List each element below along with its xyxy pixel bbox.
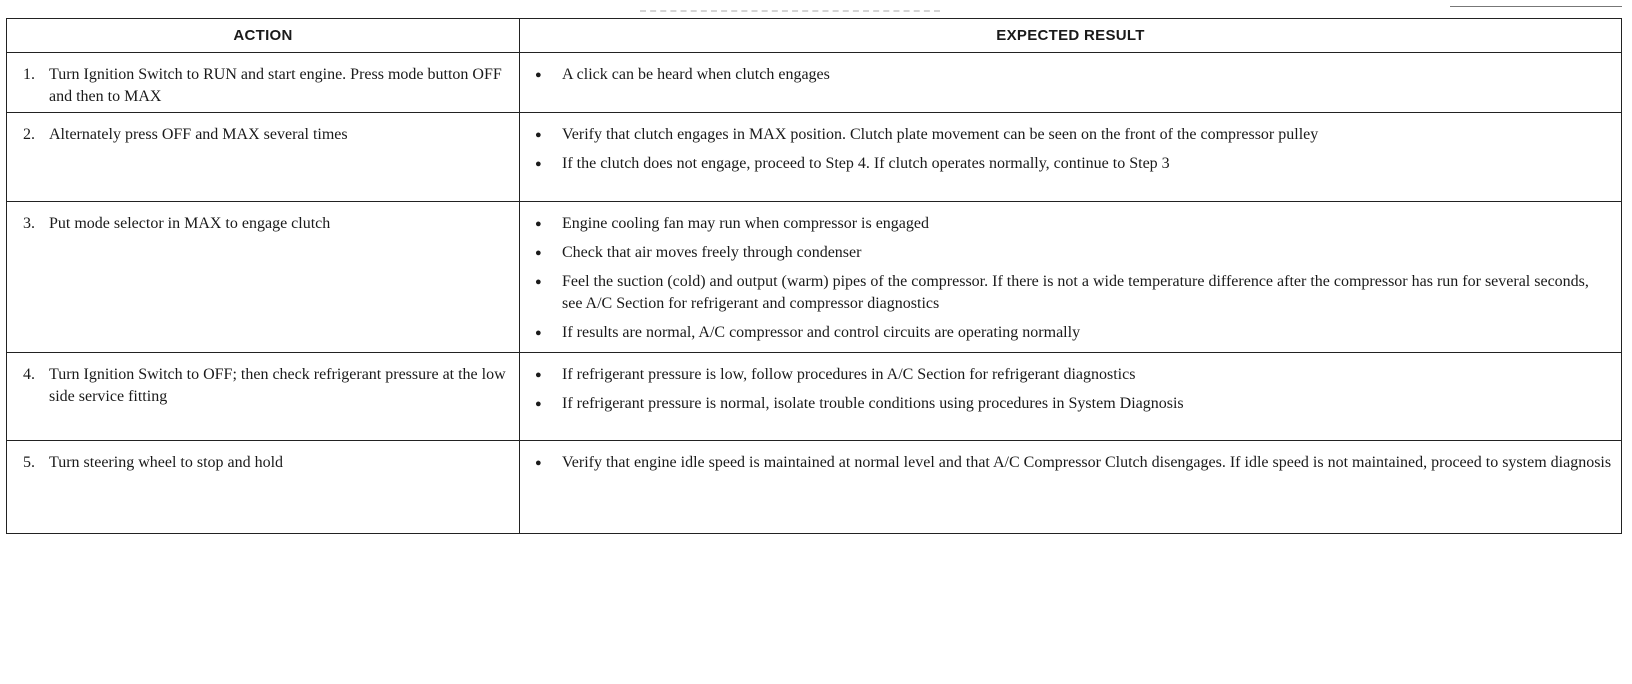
table-row — [7, 441, 1622, 534]
result-text: Verify that engine idle speed is maintained at normal level and that A/C Compressor Clutch disengages. If idle speed is not maintained, proceed to system diagnosis — [562, 454, 1612, 471]
action-cell — [7, 441, 520, 534]
top-rule — [1450, 6, 1622, 7]
bullet-icon: ● — [535, 276, 542, 288]
header-row — [7, 19, 1622, 53]
result-item — [535, 213, 1612, 235]
bullet-icon: ● — [535, 369, 542, 381]
step-number: 4. — [23, 366, 35, 383]
result-cell — [520, 353, 1622, 441]
table-row — [7, 53, 1622, 113]
check-table — [6, 18, 1622, 534]
result-item — [535, 393, 1612, 415]
result-text: If refrigerant pressure is low, follow procedures in A/C Section for refrigerant diagnostics — [562, 366, 1136, 383]
result-item — [535, 271, 1612, 315]
action-cell — [7, 113, 520, 202]
action-text: Put mode selector in MAX to engage clutch — [49, 215, 331, 232]
result-text: Engine cooling fan may run when compressor is engaged — [562, 215, 930, 232]
faded-caption — [640, 2, 940, 12]
bullet-icon: ● — [535, 457, 542, 469]
bullet-icon: ● — [535, 398, 542, 410]
result-item — [535, 322, 1612, 344]
result-text: If the clutch does not engage, proceed to Step 4. If clutch operates normally, continue to Step 3 — [562, 155, 1170, 172]
result-cell — [520, 53, 1622, 113]
table-row — [7, 353, 1622, 441]
result-cell — [520, 202, 1622, 353]
result-item — [535, 64, 1612, 86]
table-row — [7, 113, 1622, 202]
bullet-icon: ● — [535, 129, 542, 141]
result-cell — [520, 441, 1622, 534]
result-item — [535, 242, 1612, 264]
step-number: 3. — [23, 215, 35, 232]
bullet-icon: ● — [535, 218, 542, 230]
bullet-icon: ● — [535, 158, 542, 170]
action-text: Turn steering wheel to stop and hold — [49, 454, 284, 471]
result-text: If refrigerant pressure is normal, isolate trouble conditions using procedures in System Diagnosis — [562, 395, 1184, 412]
step-number: 1. — [23, 66, 35, 83]
action-cell — [7, 202, 520, 353]
action-cell — [7, 353, 520, 441]
result-text: Verify that clutch engages in MAX position. Clutch plate movement can be seen on the front of the compressor pulley — [562, 126, 1319, 143]
result-item — [535, 364, 1612, 386]
header-action: ACTION — [7, 19, 520, 53]
action-cell — [7, 53, 520, 113]
result-text: Check that air moves freely through condenser — [562, 244, 862, 261]
result-item — [535, 124, 1612, 146]
result-item — [535, 153, 1612, 175]
result-text: Feel the suction (cold) and output (warm) pipes of the compressor. If there is not a wide temperature difference after the compressor has run for several seconds, see A/C Section for refrigerant and compressor diagnostics — [562, 273, 1589, 312]
bullet-icon: ● — [535, 327, 542, 339]
action-text: Turn Ignition Switch to OFF; then check refrigerant pressure at the low side service fitting — [49, 366, 506, 405]
bullet-icon: ● — [535, 69, 542, 81]
table-row — [7, 202, 1622, 353]
result-item — [535, 452, 1612, 474]
result-text: A click can be heard when clutch engages — [562, 66, 830, 83]
bullet-icon: ● — [535, 247, 542, 259]
action-text: Turn Ignition Switch to RUN and start engine. Press mode button OFF and then to MAX — [49, 66, 502, 105]
action-text: Alternately press OFF and MAX several times — [49, 126, 348, 143]
step-number: 2. — [23, 126, 35, 143]
step-number: 5. — [23, 454, 35, 471]
result-cell — [520, 113, 1622, 202]
header-expected-result: EXPECTED RESULT — [520, 19, 1622, 53]
result-text: If results are normal, A/C compressor and control circuits are operating normally — [562, 324, 1081, 341]
